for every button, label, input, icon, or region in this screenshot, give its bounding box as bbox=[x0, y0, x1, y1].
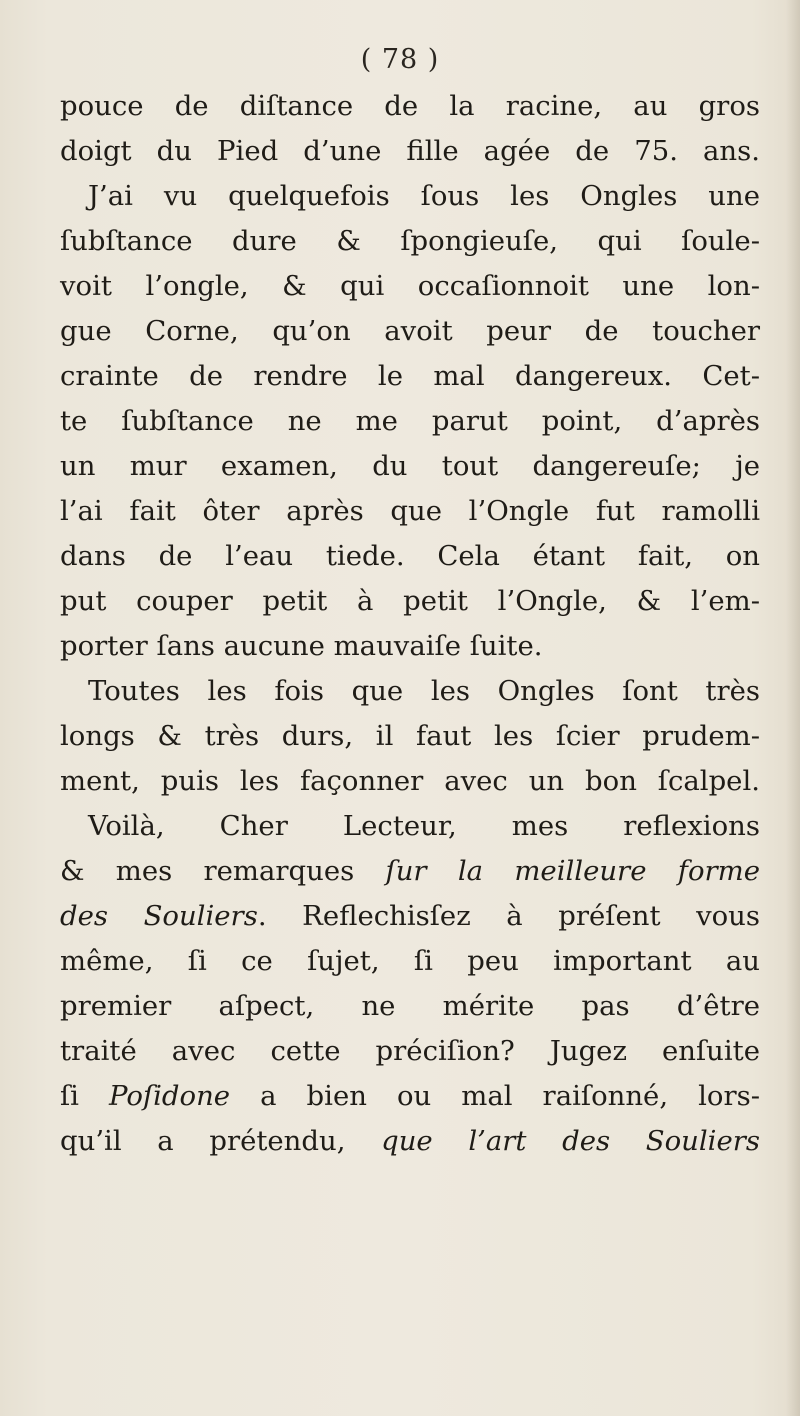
text-line: longs & très durs, il faut les ſcier prudem- bbox=[60, 720, 760, 752]
text-line: ſubſtance dure & ſpongieuſe, qui ſoule- bbox=[60, 225, 760, 257]
text-line: J’ai vu quelquefois ſous les Ongles une bbox=[88, 180, 760, 212]
text-line bbox=[60, 894, 760, 939]
text-run: ſi bbox=[60, 1080, 110, 1112]
text-run: . Reflechisſez à préſent vous bbox=[257, 900, 760, 932]
text-line: doigt du Pied d’une fille agée de 75. ans. bbox=[60, 135, 760, 167]
text-line bbox=[60, 1119, 760, 1164]
text-line: même, ſi ce ſujet, ſi peu important au bbox=[60, 945, 760, 977]
text-line bbox=[60, 1074, 760, 1119]
text-line: porter ſans aucune mauvaiſe ſuite. bbox=[60, 630, 543, 662]
text-line: pouce de diſtance de la racine, au gros bbox=[60, 90, 760, 122]
text-line: Voilà, Cher Lecteur, mes reflexions bbox=[88, 810, 760, 842]
text-line: un mur examen, du tout dangereuſe; je bbox=[60, 450, 760, 482]
body-text bbox=[60, 84, 760, 1164]
text-run: & mes remarques bbox=[60, 855, 386, 887]
text-line bbox=[60, 849, 760, 894]
text-run: qu’il a prétendu, bbox=[60, 1125, 382, 1157]
text-line: traité avec cette préciſion? Jugez enſuite bbox=[60, 1035, 760, 1067]
italic-title: des Souliers bbox=[60, 900, 258, 932]
text-line: ment, puis les façonner avec un bon ſcalpel. bbox=[60, 765, 760, 797]
text-line: gue Corne, qu’on avoit peur de toucher bbox=[60, 315, 760, 347]
text-run: a bien ou mal raiſonné, lors- bbox=[230, 1080, 760, 1112]
page-edge-shadow bbox=[786, 0, 800, 1416]
text-line: premier aſpect, ne mérite pas d’être bbox=[60, 990, 760, 1022]
text-line: l’ai fait ôter après que l’Ongle fut ramolli bbox=[60, 495, 760, 527]
italic-name: Poſidone bbox=[109, 1080, 231, 1112]
page-number: ( 78 ) bbox=[360, 44, 440, 75]
italic-title: ſur la meilleure forme bbox=[385, 855, 760, 887]
text-line: dans de l’eau tiede. Cela étant fait, on bbox=[60, 540, 760, 572]
text-line: crainte de rendre le mal dangereux. Cet- bbox=[60, 360, 760, 392]
text-line: te ſubſtance ne me parut point, d’après bbox=[60, 405, 760, 437]
text-line: voit l’ongle, & qui occaſionnoit une lon- bbox=[60, 270, 760, 302]
text-line: put couper petit à petit l’Ongle, & l’em- bbox=[60, 585, 760, 617]
text-line: Toutes les fois que les Ongles ſont très bbox=[88, 675, 760, 707]
italic-phrase: que l’art des Souliers bbox=[381, 1125, 760, 1157]
